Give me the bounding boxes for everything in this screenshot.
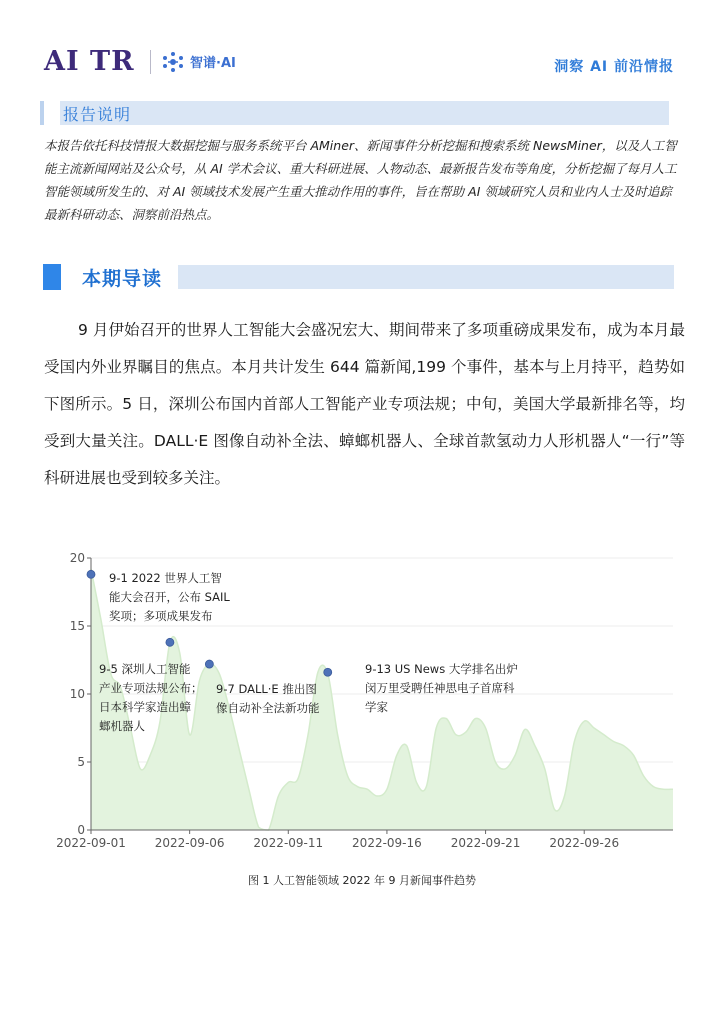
header-tagline: 洞察 AI 前沿情报: [554, 59, 674, 75]
y-tick-label: 10: [69, 687, 85, 701]
logo-divider: [150, 50, 151, 74]
section2-heading-band: [178, 265, 674, 289]
event-annotation: [109, 571, 230, 623]
event-annotation-line: 像自动补全法新功能: [216, 701, 320, 715]
event-annotation-line: 9-5 深圳人工智能: [99, 662, 191, 676]
event-annotation-line: 9-1 2022 世界人工智: [109, 571, 222, 585]
event-annotation: [365, 662, 518, 714]
zhipu-logo-text: 智谱·AI: [190, 56, 236, 71]
figure-caption: 图 1 人工智能领域 2022 年 9 月新闻事件趋势: [248, 874, 476, 887]
news-trend-chart: [30, 545, 690, 855]
y-tick-label: 0: [77, 823, 85, 837]
event-annotation-line: 学家: [365, 700, 388, 714]
x-tick-label: 2022-09-06: [154, 836, 225, 850]
aitr-logo: AI TR: [44, 46, 135, 77]
section2-title: 本期导读: [82, 268, 163, 290]
event-annotation-line: 奖项；多项成果发布: [109, 609, 213, 623]
x-tick-label: 2022-09-26: [549, 836, 620, 850]
event-annotation-line: 闵万里受聘任神思电子首席科: [365, 681, 515, 695]
section2-marker: [43, 264, 61, 290]
event-point: [166, 638, 174, 646]
event-annotation-line: 产业专项法规公布；: [99, 681, 203, 695]
x-tick-label: 2022-09-01: [56, 836, 126, 850]
event-point: [324, 668, 332, 676]
section1-title: 报告说明: [63, 105, 132, 124]
event-point: [205, 660, 213, 668]
x-tick-label: 2022-09-21: [450, 836, 521, 850]
x-tick-label: 2022-09-11: [253, 836, 324, 850]
y-tick-label: 15: [69, 619, 85, 633]
report-description: 本报告依托科技情报大数据挖掘与服务系统平台 AMiner、新闻事件分析挖掘和搜索系统 NewsMiner，以及人工智能主流新闻网站及公众号，从 AI 学术会议、重大科研进展、人物动态、最新报告发布等角度，分析挖掘了每月人工智能领域所发生的、对 AI 领域技术发展产生重大推动作用的事件，旨在帮助 AI 领域研究人员和业内人士及时追踪最新科研动态、洞察前沿热点。: [44, 138, 677, 222]
event-annotation-line: 9-13 US News 大学排名出炉: [365, 662, 518, 676]
event-annotation-line: 螂机器人: [99, 719, 145, 733]
intro-paragraph: 9 月伊始召开的世界人工智能大会盛况宏大、期间带来了多项重磅成果发布，成为本月最受国内外业界瞩目的焦点。本月共计发生 644 篇新闻,199 个事件，基本与上月持平，趋势如下图所示。5 日，深圳公布国内首部人工智能产业专项法规；中旬，美国大学最新排名等，均受到大量关注。DALL·E 图像自动补全法、蟑螂机器人、全球首款氢动力人形机器人“一行”等科研进展也受到较多关注。: [44, 321, 685, 487]
event-annotation-line: 9-7 DALL·E 推出图: [216, 682, 317, 696]
section1-heading-band: [60, 101, 669, 125]
event-annotation-line: 能大会召开，公布 SAIL: [109, 590, 230, 604]
section1-marker: [40, 101, 44, 125]
event-annotation-line: 日本科学家造出蟑: [99, 700, 191, 714]
y-tick-label: 20: [69, 551, 85, 565]
event-point: [87, 570, 95, 578]
event-annotation: [216, 682, 320, 715]
page-header: [0, 0, 724, 95]
x-tick-label: 2022-09-16: [352, 836, 422, 850]
y-tick-label: 5: [77, 755, 85, 769]
zhipu-logo-icon: [160, 50, 186, 74]
